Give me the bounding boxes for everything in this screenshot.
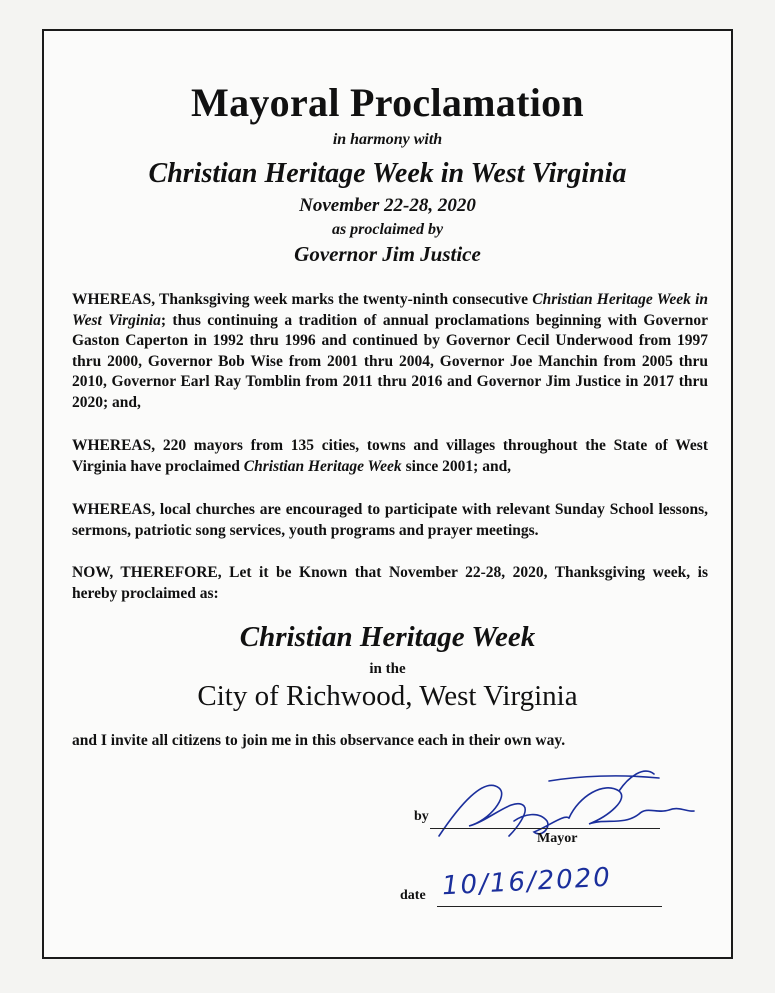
document-title: Mayoral Proclamation xyxy=(191,80,584,125)
handwritten-date: 10/16/2020 xyxy=(441,862,613,902)
invitation-line: and I invite all citizens to join me in this observance each in their own way. xyxy=(72,732,566,749)
proclaimed-week: Christian Heritage Week xyxy=(239,621,536,653)
p2-emphasis: Christian Heritage Week xyxy=(243,457,402,475)
proclamation-document xyxy=(42,29,733,959)
in-harmony-line: in harmony with xyxy=(332,131,443,148)
whereas-paragraph-2 xyxy=(72,436,708,477)
proclaimed-by-line: as proclaimed by xyxy=(331,221,444,238)
whereas-paragraph-1 xyxy=(72,290,708,413)
p1-rest: ; thus continuing a tradition of annual proclamations beginning with Governor Gaston Caperton in 1992 thru 1996 and continued by Governor Cecil Underwood from 1997 thru 2000, Governor Bob Wise from 2001 thru 2004, Governor Joe Manchin from 2005 thru 2010, Governor Earl Ray Tomblin from 2011 thru 2016 and Governor Jim Justice in 2017 thru 2020; and, xyxy=(72,311,708,411)
in-the-line: in the xyxy=(369,661,406,677)
proclamation-dates: November 22-28, 2020 xyxy=(299,195,476,216)
mayor-label: Mayor xyxy=(537,831,578,846)
by-label: by xyxy=(414,809,429,824)
p1-lead: WHEREAS, Thanksgiving week marks the twenty-ninth consecutive xyxy=(72,291,533,308)
city-name: City of Richwood, West Virginia xyxy=(197,680,578,712)
therefore-paragraph: NOW, THEREFORE, Let it be Known that November 22-28, 2020, Thanksgiving week, is hereby proclaimed as: xyxy=(72,564,708,602)
p2-lead: WHEREAS, 220 mayors from 135 cities, towns and villages throughout the State of West Virginia have proclaimed xyxy=(72,437,708,475)
signature-line xyxy=(430,828,660,829)
p2-rest: since 2001; and, xyxy=(401,457,512,475)
p1-emphasis: Christian Heritage Week in West Virginia xyxy=(72,291,708,329)
governor-name: Governor Jim Justice xyxy=(294,242,481,266)
whereas-paragraph-3: WHEREAS, local churches are encouraged to participate with relevant Sunday School lessons, sermons, patriotic song services, youth programs and prayer meetings. xyxy=(72,501,708,539)
date-label: date xyxy=(400,888,426,903)
week-title: Christian Heritage Week in West Virginia xyxy=(148,158,627,189)
date-line xyxy=(437,906,662,907)
